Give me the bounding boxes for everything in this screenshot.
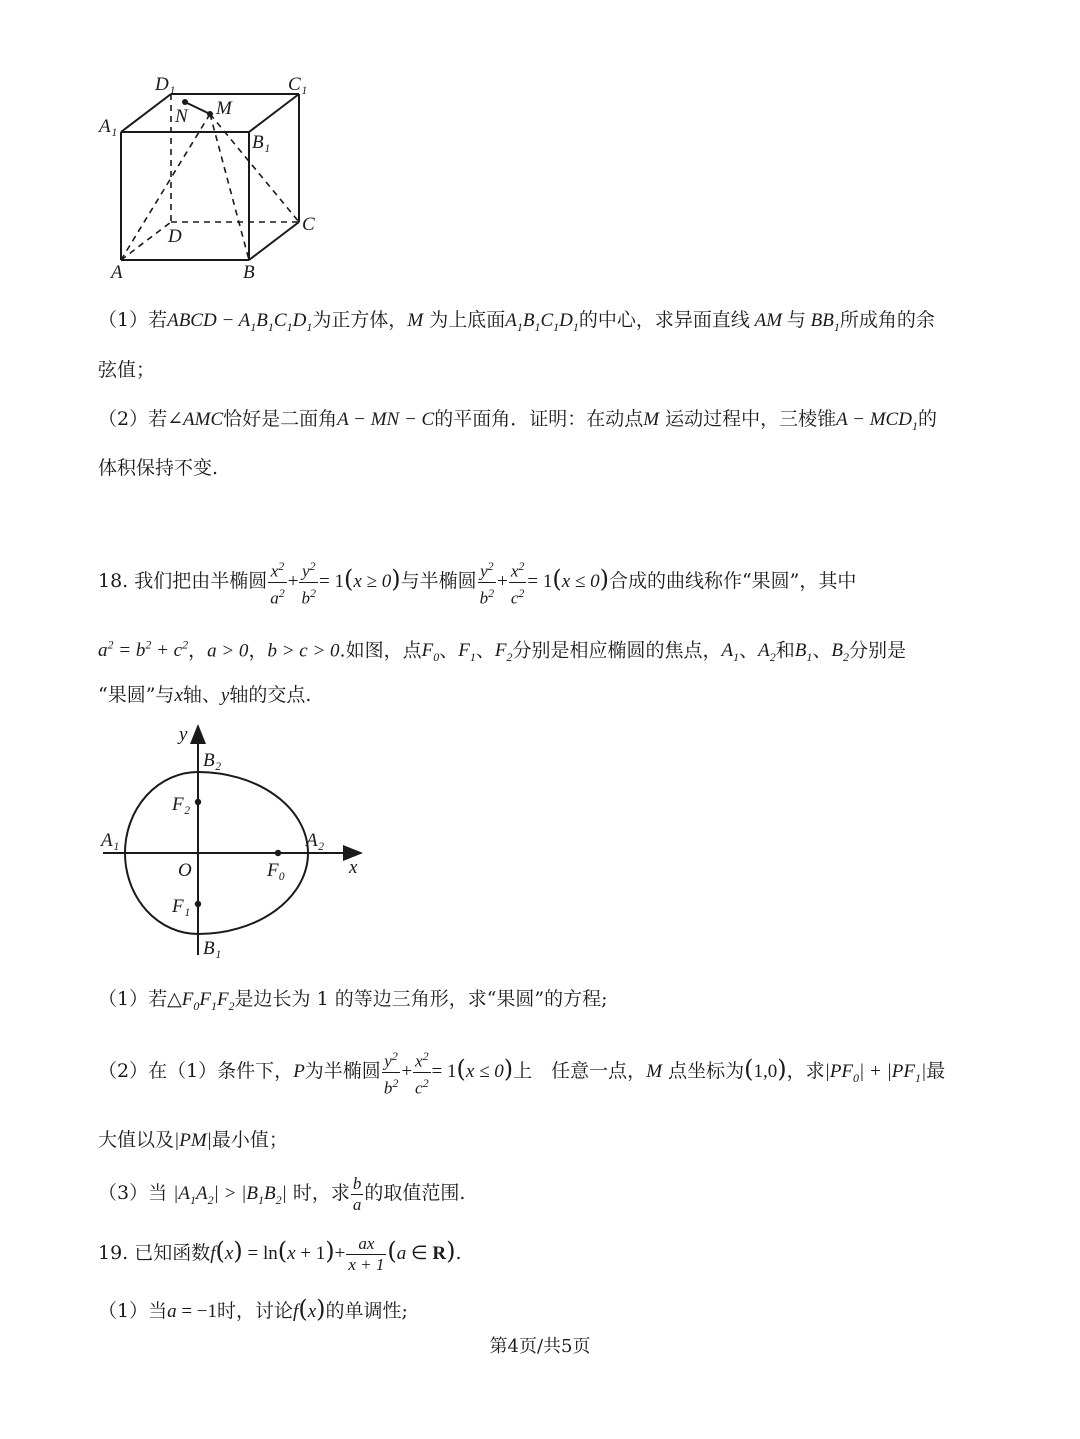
point-F0 [275, 850, 281, 856]
label-D: D [168, 226, 182, 247]
point-N [182, 99, 188, 105]
q18-p2-cont-text: 最小值； [211, 1129, 288, 1151]
q18-line3-text: 轴的交点. [229, 684, 312, 706]
q18-line3-text: 轴、 [182, 684, 221, 706]
q17-p2-text: 恰好是二面角 [223, 408, 338, 430]
label-B: B [243, 262, 255, 283]
label-O: O [178, 860, 192, 881]
q17-part1: （1）若ABCD − $A_1B_1C_1D_1$为正方体，M 为上底面$A_1B_1C_1D_1$的中心，求异面直线 AM 与 $BB_1$所成角的余 [98, 309, 935, 334]
q18-line2-text: 分别是相应椭圆的焦点， [512, 639, 722, 662]
q17-p1-prefix: （1）若 [98, 309, 168, 331]
q18-p2-text: 上 任意一点， [513, 1060, 647, 1083]
label-y: y [179, 724, 188, 745]
q18-line3: “果圆”与x轴、y轴的交点. [98, 684, 312, 706]
label-F0: F₀ [267, 860, 286, 881]
point-F1 [195, 901, 201, 907]
q17-p1-text: 为上底面 [429, 309, 506, 331]
q19-intro: 19. 已知函数f(x) = ln(x + 1)+ $\frac{ax}{x + 1}$ (a ∈ R). [98, 1233, 462, 1274]
label-B1: B₁ [203, 938, 222, 959]
label-M: M [216, 98, 232, 119]
label-A1: A₁ [101, 830, 120, 851]
q18-line3-text: “果圆”与 [98, 684, 175, 706]
label-C: C [302, 214, 315, 235]
q18-intro-text: 合成的曲线称作“果圆”，其中 [608, 570, 857, 593]
q18-line2-text: .如图，点 [339, 639, 422, 662]
q18-p2-text: 为半椭圆 [304, 1060, 381, 1083]
label-F1: F₁ [172, 896, 191, 917]
q18-p3-text: 的取值范围. [364, 1182, 466, 1204]
q17-p2-text: 的 [917, 408, 937, 430]
label-B2: B₂ [203, 750, 222, 771]
q18-part2-cont: 大值以及|PM|最小值； [98, 1129, 288, 1151]
q18-p1-text: 是边长为 1 的等边三角形，求“果圆”的方程; [234, 988, 608, 1010]
q19-intro-text: . [455, 1242, 462, 1264]
q18-line2: $a^2 = b^2 + c^2$，a > 0，b > c > 0.如图，点$F_0$、$F_1$、$F_2$分别是相应椭圆的焦点，$A_1$、$A_2$和$B_1$、$B_2$分别是 [98, 638, 906, 665]
q19-intro-prefix: 19. 已知函数 [98, 1242, 211, 1264]
label-F2: F₂ [172, 794, 191, 815]
q17-part2-cont [98, 453, 998, 483]
q18-p2-prefix: （2）在（1）条件下， [98, 1060, 294, 1083]
q17-p2-text: 运动过程中，三棱锥 [665, 408, 837, 430]
q17-p1-text: 为正方体， [312, 309, 408, 331]
q18-line2-text: 分别是 [848, 639, 906, 662]
q18-p2-cont-text: 大值以及 [98, 1129, 175, 1151]
label-A1: A₁ [99, 116, 118, 137]
q18-intro-text: 与半椭圆 [400, 570, 477, 593]
q18-p2-text: 最 [926, 1060, 946, 1083]
q17-p2-prefix: （2）若∠ [98, 408, 184, 430]
q19-p1-prefix: （1）当 [98, 1300, 168, 1322]
point-F2 [195, 799, 201, 805]
page-footer: 第4页/共5页 [489, 1336, 591, 1357]
q18-p3-prefix: （3）当 [98, 1182, 168, 1204]
q19-part1: （1）当a = −1时，讨论f(x)的单调性; [98, 1295, 408, 1323]
q17-part2: （2）若∠AMC恰好是二面角A − MN − C的平面角．证明：在动点M 运动过程中，三棱锥$A - MCD_1$的 [98, 408, 937, 433]
point-M [207, 111, 213, 117]
cube-figure [95, 70, 335, 285]
q17-p1-text: 的中心，求异面直线 [578, 309, 750, 331]
q17-p1-text: 与 [786, 309, 806, 331]
q17-p1-cont: 弦值； [98, 359, 156, 381]
q17-p2-text: 的平面角．证明：在动点 [434, 408, 644, 430]
q17-p1-text: 所成角的余 [839, 309, 935, 331]
q18-p3-text: 时，求 [292, 1182, 350, 1204]
q18-part3: （3）当 $|A_1A_2| > |B_1B_2|$ 时，求 $\frac{b}{a}$ 的取值范围. [98, 1173, 466, 1214]
label-B1: B₁ [252, 132, 271, 153]
q18-p2-text: ，求 [786, 1060, 825, 1083]
q18-part2: （2）在（1）条件下，P为半椭圆 $\frac{y^2}{b^2}$ + $\frac{x^2}{c^2}$ = 1(x ≤ 0)上 任意一点，M 点坐标为(1,0)，求$|PF_0| + |PF_1|$最 [98, 1049, 946, 1098]
q18-p2-text: 点坐标为 [668, 1060, 745, 1083]
q17-part1-cont [98, 355, 998, 385]
q18-part1: （1）若$\triangle F_0F_1F_2$是边长为 1 的等边三角形，求“果圆”的方程; [98, 988, 608, 1013]
label-A: A [111, 262, 123, 283]
q18-intro-prefix: 18. 我们把由半椭圆 [98, 570, 268, 593]
label-N: N [175, 106, 188, 127]
q18-intro: 18. 我们把由半椭圆 $\frac{x^2}{a^2}$ + $\frac{y^2}{b^2}$ = 1(x ≥ 0)与半椭圆 $\frac{y^2}{b^2}$ + $\frac{x^2}{c^2}$ = 1(x ≤ 0)合成的曲线称作“果圆”，其中 [98, 559, 857, 608]
fruit-curve-figure [95, 720, 375, 965]
q18-p1-prefix: （1）若 [98, 988, 168, 1010]
q19-p1-text: 时，讨论 [217, 1300, 294, 1322]
q19-p1-text: 的单调性; [325, 1300, 408, 1322]
label-A2: A₂ [306, 830, 325, 851]
q17-p2-cont: 体积保持不变. [98, 457, 219, 479]
label-x: x [349, 857, 358, 878]
q18-line2-text: 和 [775, 639, 795, 662]
label-D1: D₁ [155, 74, 176, 95]
label-C1: C₁ [288, 74, 308, 95]
